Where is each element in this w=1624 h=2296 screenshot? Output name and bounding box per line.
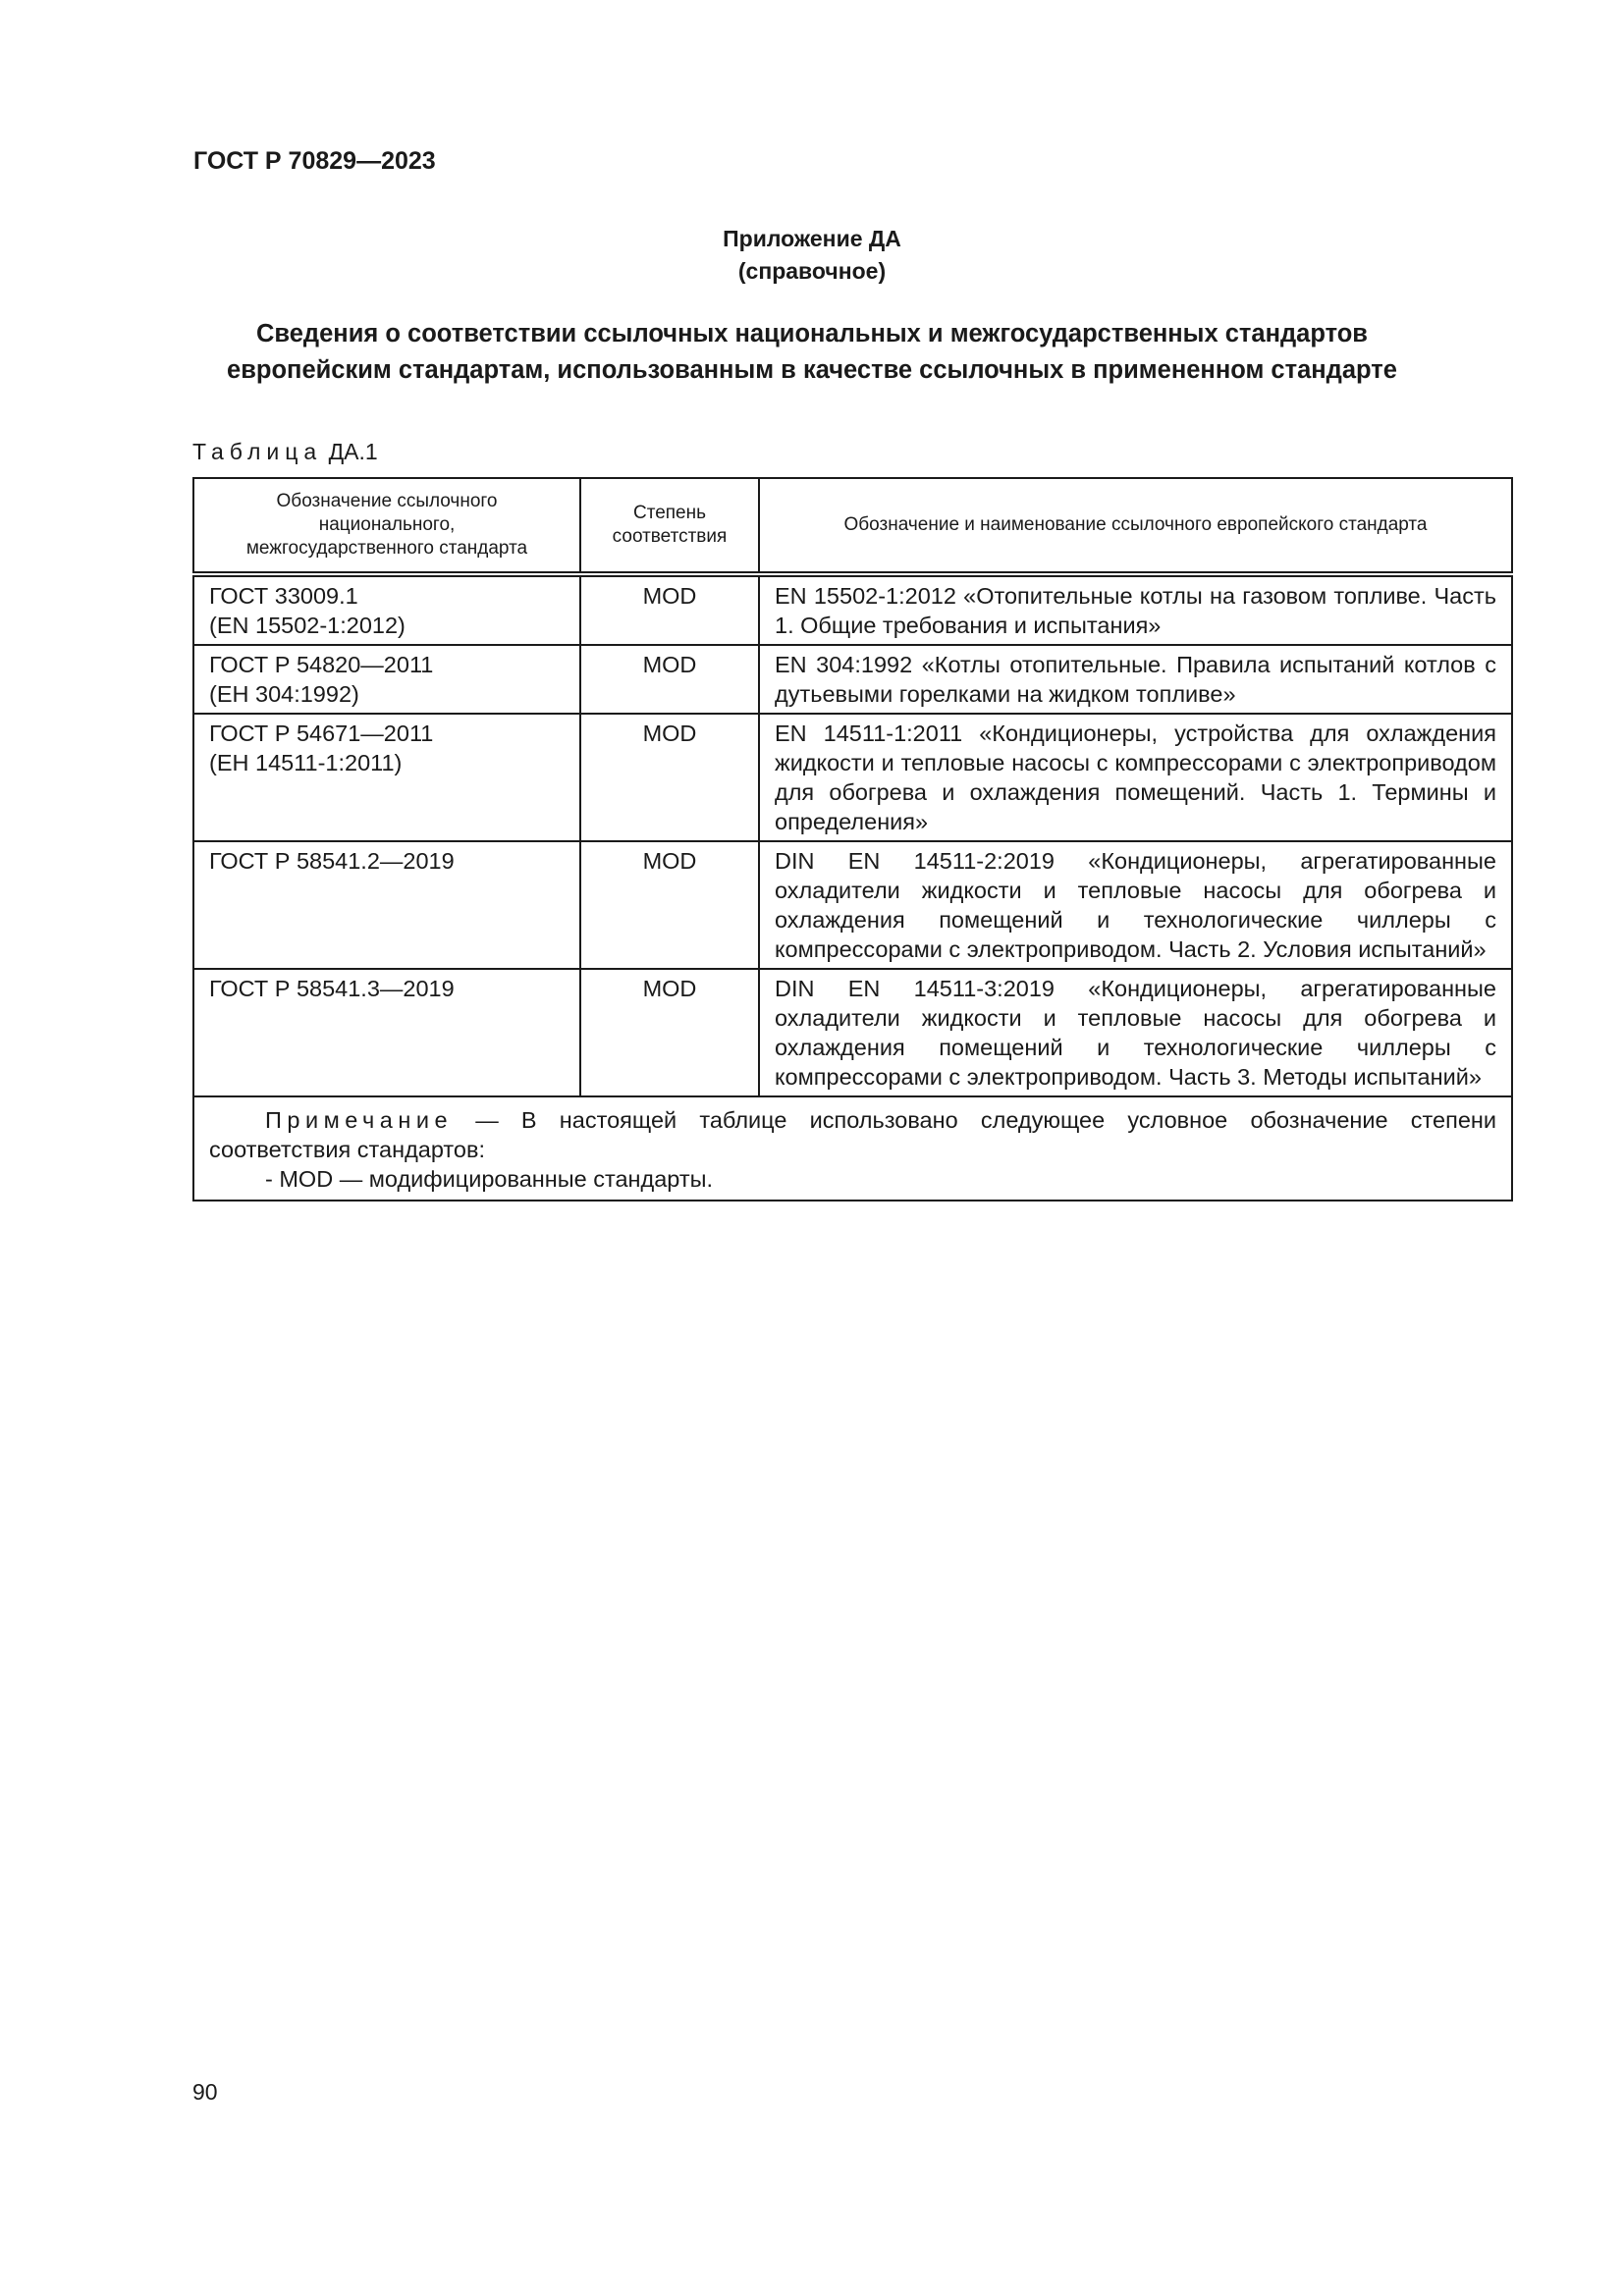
- degree-cell: MOD: [580, 714, 759, 841]
- national-standard-cell: [193, 841, 580, 969]
- correspondence-table: [192, 477, 1513, 1201]
- header-line: межгосударственного стандарта: [245, 538, 528, 559]
- table-header-row: [193, 478, 1512, 574]
- annex-type: (справочное): [737, 258, 887, 284]
- header-line: Степень: [632, 503, 707, 523]
- table-row: [193, 645, 1512, 714]
- header-line: национального,: [318, 514, 456, 535]
- table-caption-label: Таблица: [192, 439, 323, 464]
- degree-cell: MOD: [580, 841, 759, 969]
- table-caption-number: ДА.1: [328, 439, 378, 464]
- note-label: Примечание: [265, 1107, 454, 1133]
- degree-cell: MOD: [580, 645, 759, 714]
- table-caption: [192, 439, 378, 465]
- table-note: [193, 1096, 1512, 1201]
- document-code: ГОСТ Р 70829—2023: [193, 147, 436, 175]
- column-header-national: [193, 478, 580, 574]
- header-line: Обозначение и наименование ссылочного европейского стандарта: [843, 514, 1428, 535]
- annex-heading-line: Сведения о соответствии ссылочных национальных и межгосударственных стандартов: [256, 320, 1368, 347]
- annex-heading: [177, 316, 1447, 389]
- national-designation-ref: (ЕН 14511-1:2011): [209, 750, 403, 775]
- national-standard-cell: [193, 714, 580, 841]
- degree-cell: MOD: [580, 969, 759, 1096]
- header-line: соответствия: [612, 526, 728, 547]
- european-standard-cell: EN 14511-1:2011 «Кондиционеры, устройства для охлаждения жидкости и тепловые насосы с компрессорами с электроприводом для обогрева и охлаждения помещений. Часть 1. Термины и определения»: [759, 714, 1512, 841]
- national-designation: ГОСТ Р 58541.2—2019: [209, 848, 455, 874]
- column-header-european: [759, 478, 1512, 574]
- column-header-degree: [580, 478, 759, 574]
- table-row: [193, 714, 1512, 841]
- header-line: Обозначение ссылочного: [276, 491, 498, 511]
- national-designation: ГОСТ Р 54671—2011: [209, 721, 434, 746]
- national-designation: ГОСТ Р 58541.3—2019: [209, 976, 455, 1001]
- national-standard-cell: [193, 969, 580, 1096]
- european-standard-cell: EN 304:1992 «Котлы отопительные. Правила испытаний котлов с дутьевыми горелками на жидком топливе»: [759, 645, 1512, 714]
- degree-cell: MOD: [580, 574, 759, 645]
- table-row: [193, 841, 1512, 969]
- annex-title: Приложение ДА: [723, 226, 901, 251]
- table-note-row: [193, 1096, 1512, 1201]
- european-standard-cell: DIN EN 14511-3:2019 «Кондиционеры, агрегатированные охладители жидкости и тепловые насосы для обогрева и охлаждения помещений и технологические чиллеры с компрессорами с электроприводом. Часть 3. Методы испытаний»: [759, 969, 1512, 1096]
- national-designation: ГОСТ 33009.1: [209, 583, 358, 609]
- national-standard-cell: [193, 574, 580, 645]
- european-standard-cell: DIN EN 14511-2:2019 «Кондиционеры, агрегатированные охладители жидкости и тепловые насосы для обогрева и охлаждения помещений и технологические чиллеры с компрессорами с электроприводом. Часть 2. Условия испытаний»: [759, 841, 1512, 969]
- note-text: [209, 1105, 1496, 1164]
- table-row: [193, 574, 1512, 645]
- national-designation-ref: (EN 15502-1:2012): [209, 613, 406, 638]
- national-designation-ref: (ЕН 304:1992): [209, 681, 359, 707]
- national-designation: ГОСТ Р 54820—2011: [209, 652, 434, 677]
- page-number: 90: [192, 2079, 218, 2105]
- table-row: [193, 969, 1512, 1096]
- european-standard-cell: EN 15502-1:2012 «Отопительные котлы на газовом топливе. Часть 1. Общие требования и испытания»: [759, 574, 1512, 645]
- note-body: — В настоящей таблице использовано следующее условное обозначение степени соответствия стандартов:: [209, 1107, 1496, 1162]
- note-item: - MOD — модифицированные стандарты.: [265, 1166, 714, 1192]
- national-standard-cell: [193, 645, 580, 714]
- annex-heading-line: европейским стандартам, использованным в качестве ссылочных в примененном стандарте: [227, 356, 1397, 384]
